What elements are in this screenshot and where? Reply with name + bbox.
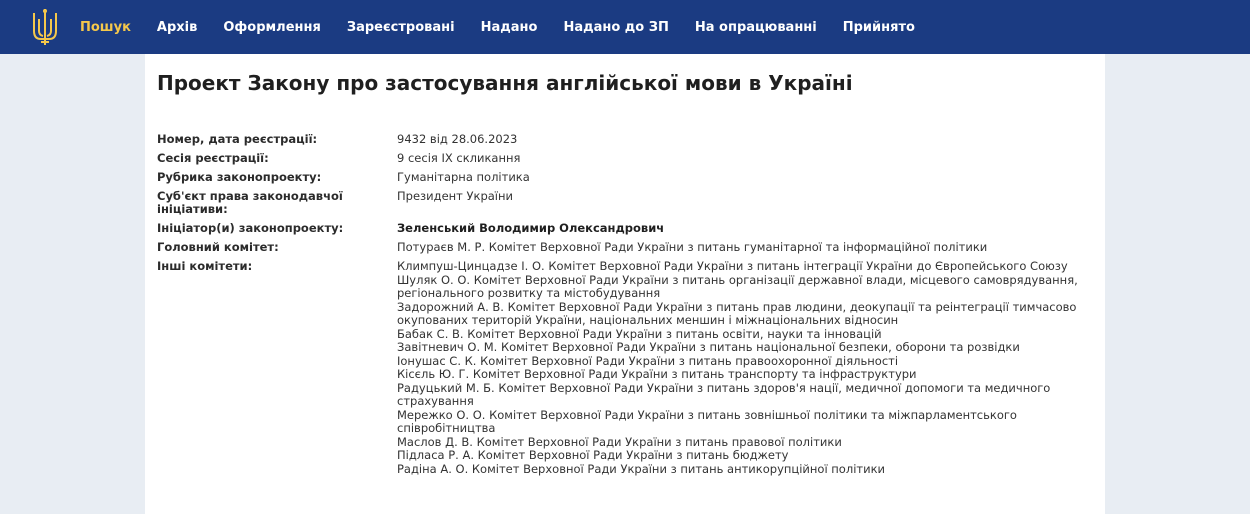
nav-item-in-review[interactable]: На опрацюванні [694, 19, 817, 35]
list-item: Завітневич О. М. Комітет Верховної Ради України з питань національної безпеки, оборони та розвідки [397, 340, 1020, 354]
value-rubric: Гуманітарна політика [397, 170, 530, 184]
row-registration [157, 132, 1097, 146]
list-item: Бабак С. В. Комітет Верховної Ради України з питань освіти, науки та інновацій [397, 326, 882, 341]
page-title: Проект Закону про застосування англійської мови в Україні [157, 71, 853, 95]
row-subject [157, 189, 1097, 216]
list-item: Климпуш-Цинцадзе І. О. Комітет Верховної Ради України з питань інтеграції України до Європейського Союзу [397, 259, 1068, 273]
list-item: Підласа Р. А. Комітет Верховної Ради України з питань бюджету [397, 448, 789, 462]
top-navbar [0, 0, 1250, 54]
list-item: Радуцький М. Б. Комітет Верховної Ради України з питань здоров'я нації, медичної допомоги та медичного страхування [397, 380, 1051, 408]
value-registration: 9432 від 28.06.2023 [397, 132, 518, 146]
value-subject: Президент України [397, 189, 513, 203]
value-session: 9 сесія IX скликання [397, 151, 521, 165]
nav-item-submitted[interactable]: Надано [480, 19, 538, 35]
nav-item-adopted[interactable]: Прийнято [842, 19, 915, 35]
row-session [157, 151, 1097, 165]
other-committees-list [397, 259, 1087, 476]
trident-logo-icon[interactable] [30, 7, 60, 47]
list-item: Задорожний А. В. Комітет Верховної Ради України з питань прав людини, деокупації та реінтеграції тимчасово окупованих територій України, національних меншин і міжнаціональних відносин [397, 299, 1077, 327]
label-main-committee: Головний комітет: [157, 240, 279, 254]
bill-details [157, 132, 1097, 481]
nav-item-archive[interactable]: Архів [156, 19, 198, 35]
row-other-committees [157, 259, 1097, 476]
list-item: Шуляк О. О. Комітет Верховної Ради України з питань організації державної влади, місцевого самоврядування, регіонального розвитку та містобудування [397, 272, 1078, 300]
nav-item-registered[interactable]: Зареєстровані [346, 19, 455, 35]
value-initiator: Зеленський Володимир Олександрович [397, 221, 665, 235]
label-rubric: Рубрика законопроекту: [157, 170, 322, 184]
list-item: Маслов Д. В. Комітет Верховної Ради України з питань правової політики [397, 434, 842, 449]
row-initiator [157, 221, 1097, 235]
list-item: Іонушас С. К. Комітет Верховної Ради України з питань правоохоронної діяльності [397, 353, 899, 368]
value-main-committee: Потураєв М. Р. Комітет Верховної Ради України з питань гуманітарної та інформаційної політики [397, 240, 988, 254]
label-initiator: Ініціатор(и) законопроекту: [157, 221, 344, 235]
nav-item-search[interactable]: Пошук [80, 19, 131, 35]
row-rubric [157, 170, 1097, 184]
main-content [145, 54, 1105, 514]
list-item: Радіна А. О. Комітет Верховної Ради України з питань антикорупційної політики [397, 461, 885, 476]
row-main-committee [157, 240, 1097, 254]
label-session: Сесія реєстрації: [157, 151, 269, 165]
nav-item-submitted-to-zp[interactable]: Надано до ЗП [563, 19, 669, 35]
list-item: Мережко О. О. Комітет Верховної Ради України з питань зовнішньої політики та міжпарламентського співробітництва [397, 407, 1017, 435]
nav-item-processing[interactable]: Оформлення [223, 19, 321, 35]
list-item: Кісєль Ю. Г. Комітет Верховної Ради України з питань транспорту та інфраструктури [397, 367, 917, 381]
label-registration: Номер, дата реєстрації: [157, 132, 318, 146]
label-other-committees: Інші комітети: [157, 259, 253, 273]
main-nav [80, 0, 941, 54]
label-subject: Суб'єкт права законодавчої ініціативи: [157, 189, 343, 216]
